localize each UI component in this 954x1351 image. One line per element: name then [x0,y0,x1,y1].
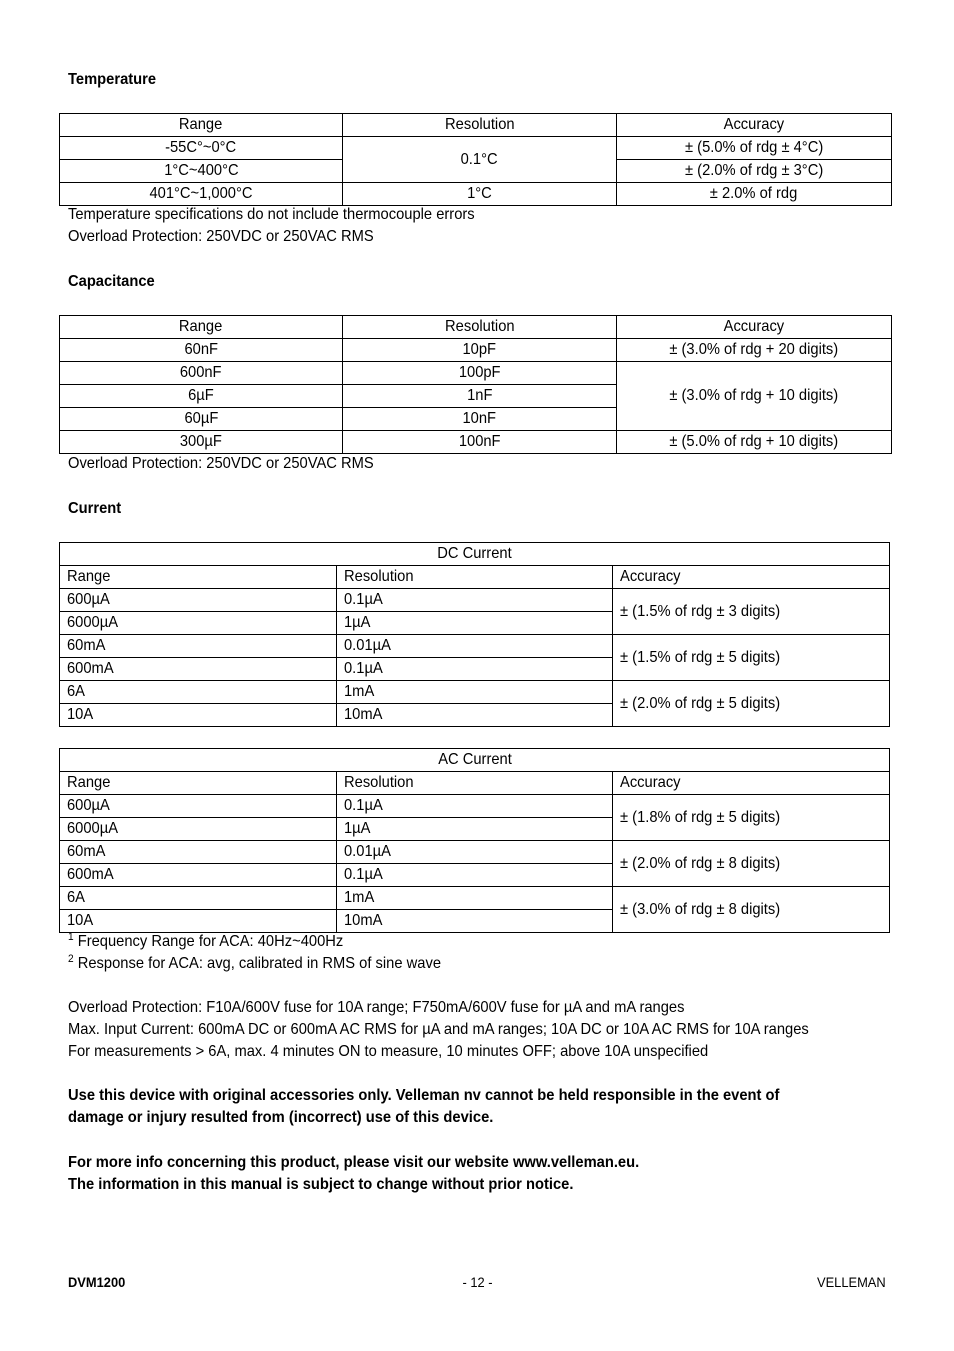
range-cell: 60nF [60,339,343,362]
resolution-cell: 0.1µA [337,795,613,818]
range-cell: 10A [60,910,337,933]
footer-model: DVM1200 [68,1274,126,1290]
accuracy-cell: ± (3.0% of rdg + 20 digits) [617,339,892,362]
warning-line-1: Use this device with original accessories only. Velleman nv cannot be held responsible in the event of [68,1087,780,1104]
header-range: Range [60,566,337,589]
resolution-cell: 0.01µA [337,635,613,658]
range-cell: 600mA [60,864,337,887]
range-cell: -55C°~0°C [60,137,343,160]
resolution-cell: 0.1°C [343,137,617,183]
range-cell: 600µA [60,589,337,612]
temperature-note: Temperature specifications do not include thermocouple errors [68,206,475,223]
resolution-cell: 10mA [337,704,613,727]
capacitance-heading: Capacitance [68,273,155,290]
header-range: Range [60,114,343,137]
accuracy-cell: ± (5.0% of rdg ± 4°C) [617,137,892,160]
range-cell: 6000µA [60,612,337,635]
header-resolution: Resolution [343,316,617,339]
dc-current-title: DC Current [60,543,890,566]
info-line-1: For more info concerning this product, please visit our website www.velleman.eu. [68,1154,640,1171]
accuracy-cell: ± (1.8% of rdg ± 5 digits) [613,795,890,841]
range-cell: 300µF [60,431,343,454]
resolution-cell: 1µA [337,818,613,841]
temperature-table [59,113,892,206]
range-cell: 6A [60,681,337,704]
accuracy-cell: ± (5.0% of rdg + 10 digits) [617,431,892,454]
range-cell: 600mA [60,658,337,681]
accuracy-cell: ± (3.0% of rdg + 10 digits) [617,362,892,431]
table-row [60,681,890,704]
header-range: Range [60,772,337,795]
footnote-1 [68,933,343,951]
range-cell: 60mA [60,635,337,658]
range-cell: 60µF [60,408,343,431]
range-cell: 6A [60,887,337,910]
table-header-row [60,114,892,137]
resolution-cell: 0.1µA [337,658,613,681]
resolution-cell: 1mA [337,681,613,704]
table-title-row [60,543,890,566]
range-cell: 600nF [60,362,343,385]
dc-current-table [59,542,890,727]
accuracy-cell: ± (1.5% of rdg ± 5 digits) [613,635,890,681]
temperature-overload-note: Overload Protection: 250VDC or 250VAC RMS [68,228,374,245]
resolution-cell: 100pF [343,362,617,385]
resolution-cell: 0.01µA [337,841,613,864]
table-row [60,795,890,818]
current-max-input-note: Max. Input Current: 600mA DC or 600mA AC RMS for µA and mA ranges; 10A DC or 10A AC RMS for 10A ranges [68,1021,809,1038]
accuracy-cell: ± (2.0% of rdg ± 8 digits) [613,841,890,887]
resolution-cell: 0.1µA [337,864,613,887]
capacitance-table [59,315,892,454]
footnote-1-mark: 1 [68,931,74,943]
temperature-heading: Temperature [68,71,157,88]
table-title-row [60,749,890,772]
resolution-cell: 1nF [343,385,617,408]
header-accuracy: Accuracy [617,114,892,137]
current-overload-note: Overload Protection: F10A/600V fuse for 10A range; F750mA/600V fuse for µA and mA ranges [68,999,685,1016]
table-row [60,362,892,385]
accuracy-cell: ± (3.0% of rdg ± 8 digits) [613,887,890,933]
header-range: Range [60,316,343,339]
accuracy-cell: ± 2.0% of rdg [617,183,892,206]
range-cell: 401°C~1,000°C [60,183,343,206]
table-row [60,841,890,864]
current-heading: Current [68,500,122,517]
resolution-cell: 1µA [337,612,613,635]
ac-current-table [59,748,890,933]
range-cell: 10A [60,704,337,727]
header-accuracy: Accuracy [613,772,890,795]
range-cell: 6µF [60,385,343,408]
ac-current-title: AC Current [60,749,890,772]
resolution-cell: 1°C [343,183,617,206]
resolution-cell: 10pF [343,339,617,362]
table-row [60,589,890,612]
warning-line-2: damage or injury resulted from (incorrect) use of this device. [68,1109,494,1126]
accuracy-cell: ± (2.0% of rdg ± 3°C) [617,160,892,183]
header-accuracy: Accuracy [617,316,892,339]
footnote-2-mark: 2 [68,953,74,965]
footer-page-number: - 12 - [462,1274,493,1290]
resolution-cell: 1mA [337,887,613,910]
table-row [60,431,892,454]
range-cell: 1°C~400°C [60,160,343,183]
table-row [60,339,892,362]
table-row [60,887,890,910]
header-resolution: Resolution [337,566,613,589]
resolution-cell: 10mA [337,910,613,933]
table-row [60,137,892,160]
info-line-2: The information in this manual is subject to change without prior notice. [68,1176,574,1193]
range-cell: 6000µA [60,818,337,841]
header-accuracy: Accuracy [613,566,890,589]
current-measurement-note: For measurements > 6A, max. 4 minutes ON to measure, 10 minutes OFF; above 10A unspecified [68,1043,709,1060]
footnote-2 [68,955,441,973]
header-resolution: Resolution [343,114,617,137]
range-cell: 60mA [60,841,337,864]
capacitance-overload-note: Overload Protection: 250VDC or 250VAC RMS [68,455,374,472]
range-cell: 600µA [60,795,337,818]
resolution-cell: 0.1µA [337,589,613,612]
resolution-cell: 10nF [343,408,617,431]
footnote-2-text: Response for ACA: avg, calibrated in RMS of sine wave [77,955,442,972]
footnote-1-text: Frequency Range for ACA: 40Hz~400Hz [77,933,344,950]
footer-brand: VELLEMAN [817,1274,886,1290]
table-header-row [60,772,890,795]
resolution-cell: 100nF [343,431,617,454]
table-header-row [60,316,892,339]
table-row [60,183,892,206]
table-header-row [60,566,890,589]
accuracy-cell: ± (1.5% of rdg ± 3 digits) [613,589,890,635]
accuracy-cell: ± (2.0% of rdg ± 5 digits) [613,681,890,727]
header-resolution: Resolution [337,772,613,795]
table-row [60,635,890,658]
